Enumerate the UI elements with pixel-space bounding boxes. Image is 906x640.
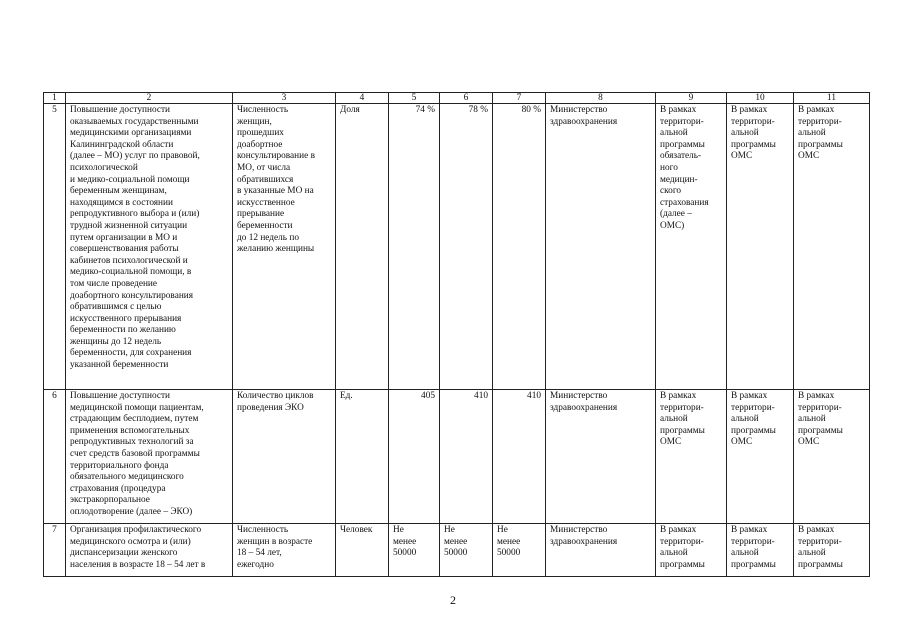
value-col-7: Не менее 50000 xyxy=(493,524,546,577)
unit-of-measure: Ед. xyxy=(336,390,389,524)
funding-col-10: В рамках территори- альной программы xyxy=(727,524,794,577)
row-number: 7 xyxy=(44,524,66,577)
header-cell: 5 xyxy=(389,93,440,104)
header-cell: 3 xyxy=(233,93,336,104)
header-cell: 1 xyxy=(44,93,66,104)
measure-description: Повышение доступности медицинской помощи пациентам, страдающим бесплодием, путем применения вспомогательных репродуктивных технологий за счет средств базовой программы территориального фонда обязательного медицинского страхования (процедура экстракорпоральное оплодотворение (далее – ЭКО) xyxy=(66,390,233,524)
unit-of-measure: Человек xyxy=(336,524,389,577)
table-row xyxy=(44,524,870,577)
measure-description: Повышение доступности оказываемых государственными медицинскими организациями Калининградской области (далее – МО) услуг по правовой, психологической и медико-социальной помощи беременным женщинам, находящимся в состоянии репродуктивного выбора и (или) трудной жизненной ситуации путем организации в МО и совершенствования работы кабинетов психологической и медико-социальной помощи, в том числе проведение доабортного консультирования обратившимся с целью искусственного прерывания беременности по желанию женщины до 12 недель беременности, для сохранения указанной беременности xyxy=(66,104,233,390)
funding-col-11: В рамках территори- альной программы ОМС xyxy=(794,390,870,524)
indicator-name: Количество циклов проведения ЭКО xyxy=(233,390,336,524)
value-col-6: 78 % xyxy=(440,104,493,390)
value-col-5: Не менее 50000 xyxy=(389,524,440,577)
value-col-6: 410 xyxy=(440,390,493,524)
responsible-executor: Министерство здравоохранения xyxy=(546,524,656,577)
header-cell: 8 xyxy=(546,93,656,104)
indicator-name: Численность женщин в возрасте 18 – 54 лет, ежегодно xyxy=(233,524,336,577)
table-row xyxy=(44,390,870,524)
value-col-7: 80 % xyxy=(493,104,546,390)
value-col-5: 74 % xyxy=(389,104,440,390)
funding-col-9: В рамках территори- альной программы обязатель- ного медицин- ского страхования (далее – ОМС) xyxy=(656,104,727,390)
row-number: 5 xyxy=(44,104,66,390)
measure-description: Организация профилактического медицинского осмотра и (или) диспансеризации женского населения в возрасте 18 – 54 лет в xyxy=(66,524,233,577)
header-cell: 4 xyxy=(336,93,389,104)
funding-col-10: В рамках территори- альной программы ОМС xyxy=(727,390,794,524)
header-cell: 10 xyxy=(727,93,794,104)
header-row xyxy=(44,93,870,104)
plan-table xyxy=(43,92,870,577)
responsible-executor: Министерство здравоохранения xyxy=(546,104,656,390)
unit-of-measure: Доля xyxy=(336,104,389,390)
responsible-executor: Министерство здравоохранения xyxy=(546,390,656,524)
funding-col-11: В рамках территори- альной программы xyxy=(794,524,870,577)
funding-col-11: В рамках территори- альной программы ОМС xyxy=(794,104,870,390)
header-cell: 2 xyxy=(66,93,233,104)
value-col-5: 405 xyxy=(389,390,440,524)
indicator-name: Численность женщин, прошедших доабортное консультирование в МО, от числа обратившихся в указанные МО на искусственное прерывание беременности до 12 недель по желанию женщины xyxy=(233,104,336,390)
table-row xyxy=(44,104,870,390)
value-col-6: Не менее 50000 xyxy=(440,524,493,577)
funding-col-9: В рамках территори- альной программы ОМС xyxy=(656,390,727,524)
value-col-7: 410 xyxy=(493,390,546,524)
header-cell: 6 xyxy=(440,93,493,104)
page-number: 2 xyxy=(450,593,456,607)
header-cell: 7 xyxy=(493,93,546,104)
header-cell: 9 xyxy=(656,93,727,104)
row-number: 6 xyxy=(44,390,66,524)
funding-col-9: В рамках территори- альной программы xyxy=(656,524,727,577)
header-cell: 11 xyxy=(794,93,870,104)
funding-col-10: В рамках территори- альной программы ОМС xyxy=(727,104,794,390)
